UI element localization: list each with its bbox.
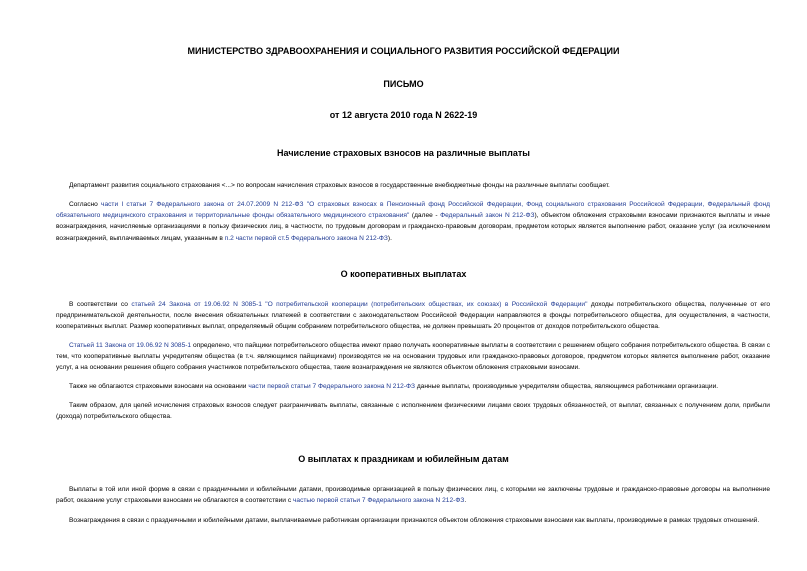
law-212-fz-article-7-part-1-link[interactable]: части первой статьи 7 Федерального закона N 212-ФЗ [248,383,415,390]
law-212-fz-link[interactable]: Федеральный закон N 212-ФЗ [440,212,535,220]
law-212-fz-article-5-link[interactable]: п.2 части первой ст.5 Федерального закона N 212-ФЗ [224,234,388,242]
coop-p3-text-a: Также не облагаются страховыми взносами на основании [69,383,249,390]
cooperative-paragraph-1 [56,299,770,333]
document-subject: Начисление страховых взносов на различные выплаты [277,148,530,158]
cooperative-paragraph-3 [56,381,770,392]
coop-p3-text-b: данные выплаты, производимые учредителям общества, являющимся работниками организации. [415,383,719,390]
intro-p2-text-b: (далее - [409,212,441,220]
cooperative-paragraph-4 [56,400,770,422]
law-212-fz-article-7-link[interactable]: части I статьи 7 Федерального закона от 24.07.2009 N 212-ФЗ "О страховых взносах в Пенсионный фонд Российской Федерации, Фонд социального страхования Российской Федерации, Федеральный фонд обязательного медицинского страхования и территориальные фонды обязательного медицинского страхования" [56,201,770,220]
holidays-paragraph-1 [56,484,770,506]
section-heading-holidays: О выплатах к праздникам и юбилейным датам [298,454,509,464]
law-3085-1-article-11-link[interactable]: Статьей 11 Закона от 19.06.92 N 3085-1 [69,342,192,349]
law-212-fz-article-7-part-1-link-2[interactable]: частью первой статьи 7 Федерального закона N 212-ФЗ [292,497,465,505]
document-type: ПИСЬМО [383,79,424,89]
cooperative-paragraph-2 [56,340,770,374]
coop-p1-text-a: В соответствии со [69,301,132,308]
section-heading-cooperative: О кооперативных выплатах [340,269,467,279]
coop-p4-text: Таким образом, для целей исчисления страховых взносов следует разграничивать выплаты, связанные с исполнением физическими лицами своих трудовых обязанностей, от выплат, связанных с получением доли, прибыли (дохода) потребительского общества. [56,402,770,421]
coop-p1-text-b: доходы потребительского общества, полученные от его предпринимательской деятельности, после внесения обязательных платежей в соответствии с законодательством Российской Федерации направляются в фонды потребительского общества, для осуществления, в частности, кооперативных выплат. Размер кооперативных выплат, определяемый общим собранием потребительского общества, не должен превышать 20 процентов от доходов потребительского общества. [56,301,770,331]
intro-p2-text-c: ), объектом обложения страховыми взносами признаются выплаты и иные вознаграждения, начисляемые организациями в пользу физических лиц, в частности, по трудовым договорам и гражданско-правовым договорам, предметом которых является выполнение работ, оказание услуг (за исключением вознаграждений, выплачиваемых лицам, указанным в [56,212,770,242]
intro-p1-text: Департамент развития социального страхования <...> по вопросам начисления страховых взносов в государственные внебюджетные фонды на различные выплаты сообщает. [69,182,610,189]
intro-paragraph-1 [56,180,770,191]
ministry-title: МИНИСТЕРСТВО ЗДРАВООХРАНЕНИЯ И СОЦИАЛЬНОГО РАЗВИТИЯ РОССИЙСКОЙ ФЕДЕРАЦИИ [187,46,620,56]
holidays-paragraph-2 [56,515,770,526]
coop-p2-text-b: определено, что пайщики потребительского общества имеют право получать кооперативные выплаты в соответствии с решением общего собрания потребительского общества. В связи с тем, что кооперативные выплаты учредителям общества (в т.ч. являющимся пайщиками) производятся не на основании трудовых или гражданско-правовых договоров, предметом которых является выполнение работ, оказание услуг, а на основании решения общего собрания участников потребительского общества, такие вознаграждения не являются объектом обложения страховыми взносами. [56,342,770,372]
holidays-p1-text-b: . [464,497,467,505]
holidays-p2-text: Вознаграждения в связи с праздничными и юбилейными датами, выплачиваемые работникам организации признаются объектом обложения страховыми взносами как выплаты, производимые в рамках трудовых отношений. [69,517,760,524]
intro-p2-text-a: Согласно [69,201,102,208]
holidays-p1-text-a: Выплаты в той или иной форме в связи с праздничными и юбилейными датами, производимые организацией в пользу физических лиц, с которыми не заключены трудовые и гражданско-правовые договоры на выполнение работ, оказание услуг страховыми взносами не облагаются в соответствии с [56,486,770,505]
intro-p2-text-d: ). [387,234,392,242]
law-3085-1-article-24-link[interactable]: статьей 24 Закона от 19.06.92 N 3085-1 "О потребительской кооперации (потребительских обществах, их союзах) в Российской Федерации" [131,301,588,308]
intro-paragraph-2 [56,199,770,244]
document-date-number: от 12 августа 2010 года N 2622-19 [329,110,478,120]
